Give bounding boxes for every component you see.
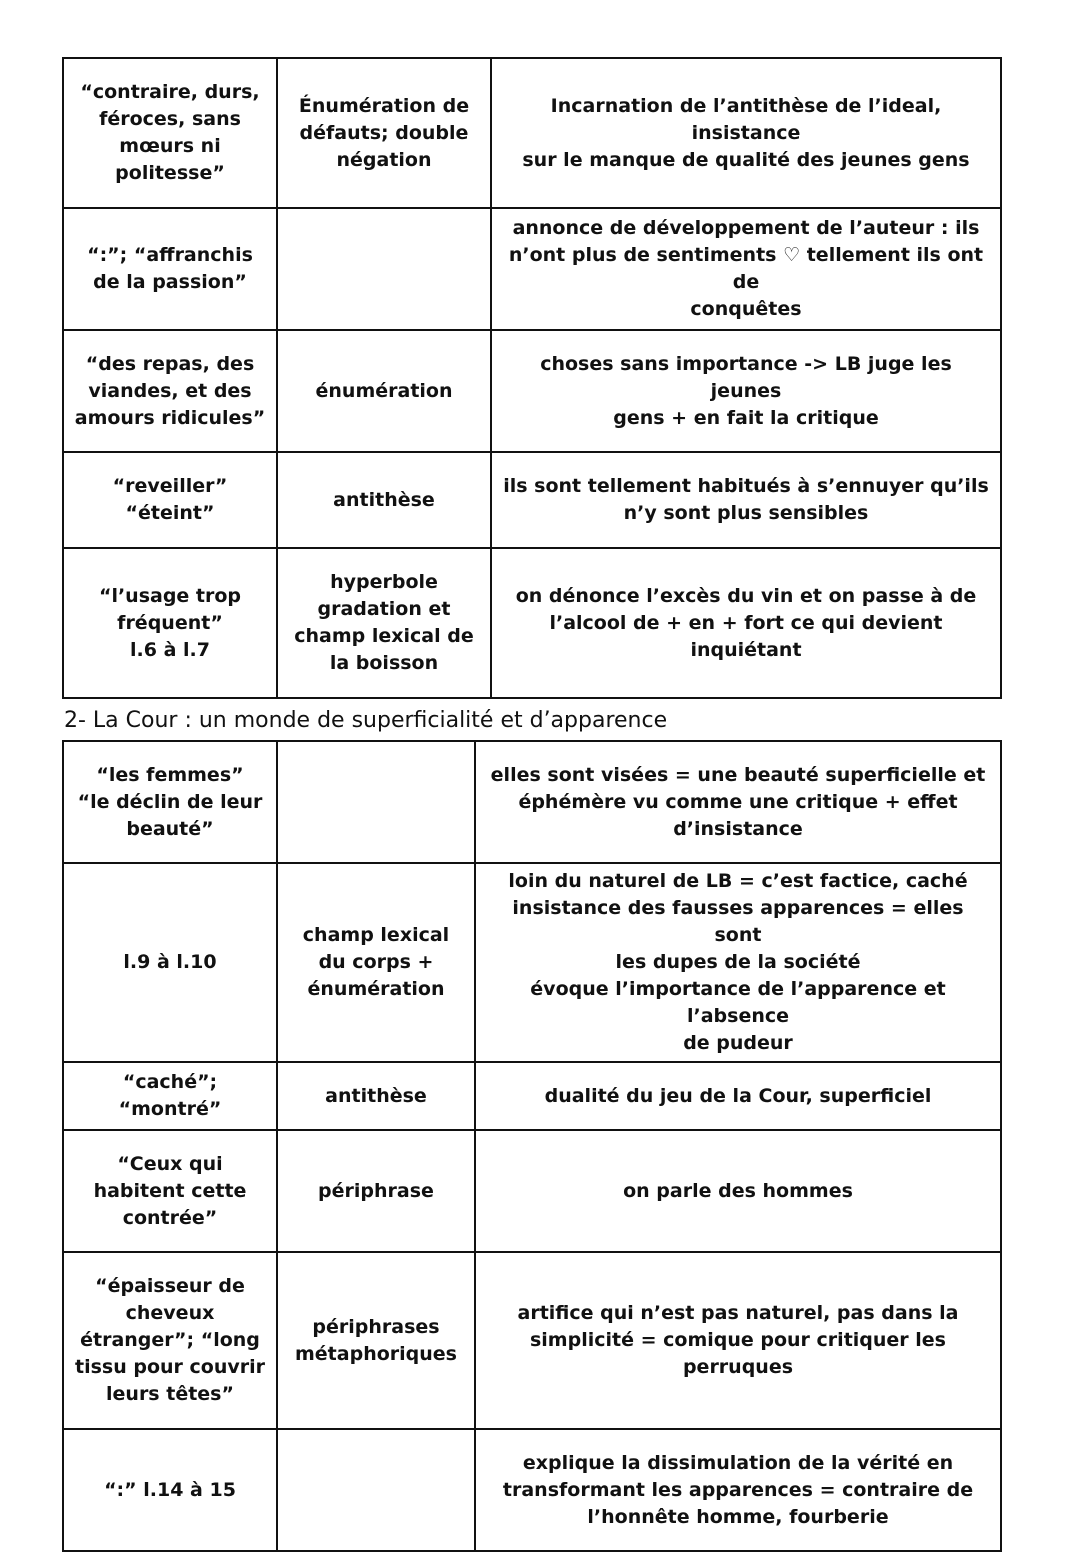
figure-cell [277,208,491,330]
analysis-cell: annonce de développement de l’auteur : ils n’ont plus de sentiments ♡ tellement ils ont de conquêtes [491,208,1001,330]
quote-cell: “:” l.14 à 15 [63,1429,277,1551]
table-row [63,1429,1001,1551]
quote-cell: l.9 à l.10 [63,863,277,1062]
figure-cell: champ lexical du corps + énumération [277,863,475,1062]
figure-cell [277,741,475,863]
table-row [63,58,1001,208]
analysis-cell: Incarnation de l’antithèse de l’ideal, insistance sur le manque de qualité des jeunes gens [491,58,1001,208]
figure-cell: antithèse [277,452,491,548]
quote-cell: “les femmes” “le déclin de leur beauté” [63,741,277,863]
figure-cell: hyperbole gradation et champ lexical de la boisson [277,548,491,698]
quote-cell: “caché”; “montré” [63,1062,277,1130]
analysis-cell: elles sont visées = une beauté superficielle et éphémère vu comme une critique + effet d’insistance [475,741,1001,863]
figure-cell [277,1429,475,1551]
figure-cell: périphrases métaphoriques [277,1252,475,1429]
table-row [63,1062,1001,1130]
figure-cell: énumération [277,330,491,452]
analysis-cell: explique la dissimulation de la vérité en transformant les apparences = contraire de l’honnête homme, fourberie [475,1429,1001,1551]
figure-cell: Énumération de défauts; double négation [277,58,491,208]
analysis-cell: on parle des hommes [475,1130,1001,1252]
quote-cell: “contraire, durs, féroces, sans mœurs ni politesse” [63,58,277,208]
analysis-cell: choses sans importance -> LB juge les jeunes gens + en fait la critique [491,330,1001,452]
analysis-cell: loin du naturel de LB = c’est factice, caché insistance des fausses apparences = elles sont les dupes de la société évoque l’importance de l’apparence et l’absence de pudeur [475,863,1001,1062]
table-row [63,741,1001,863]
table-row [63,1252,1001,1429]
table-row [63,330,1001,452]
quote-cell: “Ceux qui habitent cette contrée” [63,1130,277,1252]
figure-cell: périphrase [277,1130,475,1252]
quote-cell: “des repas, des viandes, et des amours ridicules” [63,330,277,452]
table-row [63,548,1001,698]
quote-cell: “l’usage trop fréquent” l.6 à l.7 [63,548,277,698]
analysis-table-2 [62,740,1002,1552]
analysis-cell: on dénonce l’excès du vin et on passe à de l’alcool de + en + fort ce qui devient inquiétant [491,548,1001,698]
table-row [63,452,1001,548]
analysis-cell: dualité du jeu de la Cour, superficiel [475,1062,1001,1130]
analysis-cell: artifice qui n’est pas naturel, pas dans la simplicité = comique pour critiquer les perruques [475,1252,1001,1429]
quote-cell: “:”; “affranchis de la passion” [63,208,277,330]
analysis-cell: ils sont tellement habitués à s’ennuyer qu’ils n’y sont plus sensibles [491,452,1001,548]
table-row [63,1130,1001,1252]
section-heading: 2- La Cour : un monde de superficialité et d’apparence [64,708,668,733]
table-row [63,863,1001,1062]
quote-cell: “épaisseur de cheveux étranger”; “long tissu pour couvrir leurs têtes” [63,1252,277,1429]
figure-cell: antithèse [277,1062,475,1130]
quote-cell: “reveiller” “éteint” [63,452,277,548]
table-row [63,208,1001,330]
analysis-table-1 [62,57,1002,699]
